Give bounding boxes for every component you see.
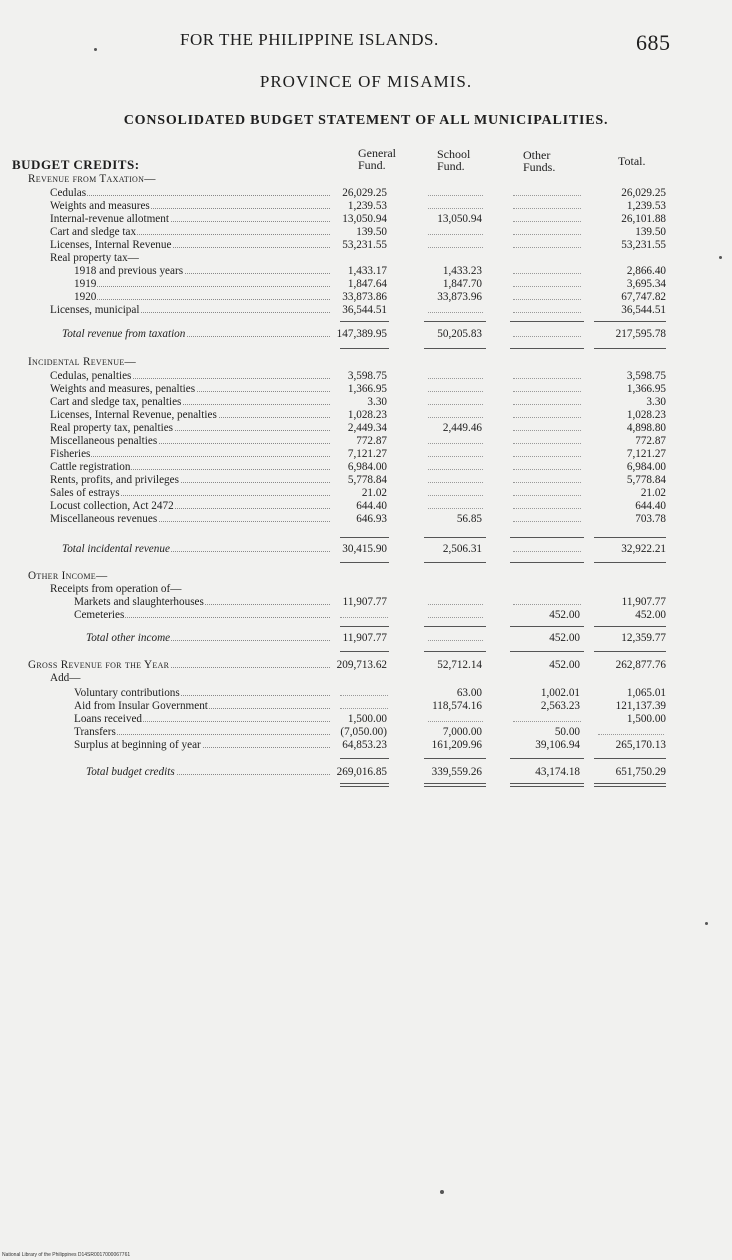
blank-cell bbox=[340, 695, 388, 696]
table-row bbox=[0, 277, 732, 291]
blank-cell bbox=[513, 208, 581, 209]
row-label: 1918 and previous years bbox=[74, 264, 330, 278]
table-row bbox=[0, 671, 732, 685]
school-fund-cell: 2,449.46 bbox=[442, 422, 482, 434]
row-label: Cedulas, penalties bbox=[50, 369, 330, 383]
table-row bbox=[0, 327, 732, 341]
total-cell: 6,984.00 bbox=[626, 461, 666, 473]
row-label: Add— bbox=[50, 672, 81, 684]
blank-cell bbox=[598, 734, 664, 735]
blank-cell bbox=[428, 312, 483, 313]
table-row bbox=[0, 172, 732, 186]
other-funds-cell: 452.00 bbox=[549, 632, 580, 644]
total-cell: 7,121.27 bbox=[626, 448, 666, 460]
general-fund-cell: 3.30 bbox=[367, 396, 387, 408]
table-rule bbox=[340, 783, 389, 784]
blank-cell bbox=[513, 551, 581, 552]
general-fund-cell: 5,778.84 bbox=[347, 474, 387, 486]
row-label: Surplus at beginning of year bbox=[74, 738, 330, 752]
table-rule bbox=[424, 321, 486, 322]
table-rule bbox=[340, 786, 389, 787]
blank-cell bbox=[513, 430, 581, 431]
total-cell: 3.30 bbox=[646, 396, 666, 408]
paper-speck bbox=[705, 922, 708, 925]
table-rule bbox=[594, 786, 666, 787]
table-row bbox=[0, 225, 732, 239]
row-label: Gross Revenue for the Year bbox=[28, 658, 330, 672]
table-row bbox=[0, 303, 732, 317]
total-cell: 26,101.88 bbox=[621, 213, 666, 225]
table-row bbox=[0, 686, 732, 700]
row-label: Fisheries bbox=[50, 447, 330, 461]
table-rule bbox=[510, 562, 584, 563]
table-rule bbox=[594, 321, 666, 322]
blank-cell bbox=[428, 508, 483, 509]
blank-cell bbox=[513, 221, 581, 222]
total-cell: 139.50 bbox=[635, 226, 666, 238]
table-row bbox=[0, 738, 732, 752]
row-label: Transfers bbox=[74, 725, 330, 739]
total-cell: 2,866.40 bbox=[626, 265, 666, 277]
table-rule bbox=[340, 626, 389, 627]
blank-cell bbox=[513, 336, 581, 337]
table-row bbox=[0, 251, 732, 265]
table-rule bbox=[340, 562, 389, 563]
table-rule bbox=[424, 786, 486, 787]
blank-cell bbox=[428, 417, 483, 418]
table-rule bbox=[340, 348, 389, 349]
table-row bbox=[0, 595, 732, 609]
blank-cell bbox=[428, 456, 483, 457]
table-row bbox=[0, 447, 732, 461]
blank-cell bbox=[513, 234, 581, 235]
blank-cell bbox=[513, 286, 581, 287]
column-header-general-fund: General Fund. bbox=[358, 146, 396, 172]
total-cell: 772.87 bbox=[635, 435, 666, 447]
blank-cell bbox=[428, 617, 483, 618]
row-label: 1920 bbox=[74, 290, 330, 304]
scan-footer: National Library of the Philippines D14SR0017000067761 bbox=[2, 1252, 131, 1258]
blank-cell bbox=[513, 721, 581, 722]
blank-cell bbox=[513, 417, 581, 418]
blank-cell bbox=[513, 482, 581, 483]
table-row bbox=[0, 369, 732, 383]
other-funds-cell: 2,563.23 bbox=[540, 700, 580, 712]
table-rule bbox=[594, 651, 666, 652]
general-fund-cell: 1,500.00 bbox=[347, 713, 387, 725]
total-cell: 5,778.84 bbox=[626, 474, 666, 486]
blank-cell bbox=[513, 443, 581, 444]
general-fund-cell: 13,050.94 bbox=[342, 213, 387, 225]
row-label: Real property tax— bbox=[50, 252, 139, 264]
general-fund-cell: 1,239.53 bbox=[347, 200, 387, 212]
table-rule bbox=[510, 626, 584, 627]
general-fund-cell: 646.93 bbox=[356, 513, 387, 525]
table-rule bbox=[594, 783, 666, 784]
table-rule bbox=[594, 537, 666, 538]
row-label: Internal-revenue allotment bbox=[50, 212, 330, 226]
general-fund-cell: 1,433.17 bbox=[347, 265, 387, 277]
school-fund-cell: 2,506.31 bbox=[442, 543, 482, 555]
paper-speck bbox=[94, 48, 97, 51]
table-rule bbox=[424, 651, 486, 652]
table-row bbox=[0, 408, 732, 422]
total-cell: 703.78 bbox=[635, 513, 666, 525]
other-funds-cell: 452.00 bbox=[549, 609, 580, 621]
table-row bbox=[0, 395, 732, 409]
table-row bbox=[0, 725, 732, 739]
page-number: 685 bbox=[636, 30, 671, 55]
row-label: Total other income bbox=[86, 631, 330, 645]
table-rule bbox=[510, 786, 584, 787]
general-fund-cell: 209,713.62 bbox=[336, 659, 387, 671]
blank-cell bbox=[513, 508, 581, 509]
row-label: Revenue from Taxation— bbox=[28, 173, 156, 185]
blank-cell bbox=[340, 708, 388, 709]
blank-cell bbox=[513, 495, 581, 496]
row-label: Weights and measures bbox=[50, 199, 330, 213]
table-rule bbox=[424, 348, 486, 349]
total-cell: 1,028.23 bbox=[626, 409, 666, 421]
total-cell: 1,366.95 bbox=[626, 383, 666, 395]
row-label: Receipts from operation of— bbox=[50, 583, 182, 595]
total-cell: 26,029.25 bbox=[621, 187, 666, 199]
blank-cell bbox=[428, 495, 483, 496]
total-cell: 644.40 bbox=[635, 500, 666, 512]
row-label: Aid from Insular Government bbox=[74, 699, 330, 713]
total-cell: 21.02 bbox=[640, 487, 666, 499]
blank-cell bbox=[428, 195, 483, 196]
blank-cell bbox=[513, 247, 581, 248]
table-row bbox=[0, 608, 732, 622]
table-row bbox=[0, 712, 732, 726]
table-row bbox=[0, 512, 732, 526]
table-row bbox=[0, 355, 732, 369]
blank-cell bbox=[428, 721, 483, 722]
general-fund-cell: 1,366.95 bbox=[347, 383, 387, 395]
blank-cell bbox=[428, 482, 483, 483]
general-fund-cell: 1,028.23 bbox=[347, 409, 387, 421]
blank-cell bbox=[428, 469, 483, 470]
general-fund-cell: 6,984.00 bbox=[347, 461, 387, 473]
total-cell: 651,750.29 bbox=[615, 766, 666, 778]
row-label: Rents, profits, and privileges bbox=[50, 473, 330, 487]
table-rule bbox=[510, 651, 584, 652]
table-rule bbox=[510, 537, 584, 538]
total-cell: 262,877.76 bbox=[615, 659, 666, 671]
general-fund-cell: 139.50 bbox=[356, 226, 387, 238]
table-rule bbox=[594, 348, 666, 349]
school-fund-cell: 1,433.23 bbox=[442, 265, 482, 277]
row-label: 1919 bbox=[74, 277, 330, 291]
table-row bbox=[0, 460, 732, 474]
table-rule bbox=[594, 758, 666, 759]
blank-cell bbox=[428, 604, 483, 605]
row-label: Licenses, municipal bbox=[50, 303, 330, 317]
table-row bbox=[0, 199, 732, 213]
row-label: Cart and sledge tax bbox=[50, 225, 330, 239]
row-label: Voluntary contributions bbox=[74, 686, 330, 700]
table-rule bbox=[340, 537, 389, 538]
table-row bbox=[0, 290, 732, 304]
row-label: Loans received bbox=[74, 712, 330, 726]
general-fund-cell: (7,050.00) bbox=[340, 726, 387, 738]
school-fund-cell: 13,050.94 bbox=[437, 213, 482, 225]
school-fund-cell: 50,205.83 bbox=[437, 328, 482, 340]
school-fund-cell: 339,559.26 bbox=[431, 766, 482, 778]
table-row bbox=[0, 264, 732, 278]
total-cell: 32,922.21 bbox=[621, 543, 666, 555]
other-funds-cell: 39,106.94 bbox=[535, 739, 580, 751]
table-row bbox=[0, 421, 732, 435]
running-title: FOR THE PHILIPPINE ISLANDS. bbox=[180, 30, 439, 49]
table-rule bbox=[340, 651, 389, 652]
total-cell: 265,170.13 bbox=[615, 739, 666, 751]
row-label: Incidental Revenue— bbox=[28, 356, 136, 368]
school-fund-cell: 118,574.16 bbox=[432, 700, 482, 712]
blank-cell bbox=[428, 208, 483, 209]
table-row bbox=[0, 542, 732, 556]
blank-cell bbox=[513, 273, 581, 274]
school-fund-cell: 63.00 bbox=[456, 687, 482, 699]
table-rule bbox=[340, 321, 389, 322]
table-rule bbox=[510, 321, 584, 322]
school-fund-cell: 161,209.96 bbox=[431, 739, 482, 751]
school-fund-cell: 7,000.00 bbox=[442, 726, 482, 738]
row-label: BUDGET CREDITS: bbox=[12, 158, 140, 172]
general-fund-cell: 30,415.90 bbox=[342, 543, 387, 555]
school-fund-cell: 33,873.96 bbox=[437, 291, 482, 303]
blank-cell bbox=[513, 404, 581, 405]
row-label: Weights and measures, penalties bbox=[50, 382, 330, 396]
table-rule bbox=[424, 783, 486, 784]
general-fund-cell: 21.02 bbox=[361, 487, 387, 499]
general-fund-cell: 53,231.55 bbox=[342, 239, 387, 251]
blank-cell bbox=[513, 604, 581, 605]
table-rule bbox=[424, 626, 486, 627]
column-header-school-fund: School Fund. bbox=[437, 147, 471, 173]
total-cell: 217,595.78 bbox=[615, 328, 666, 340]
table-row bbox=[0, 569, 732, 583]
row-label: Markets and slaughterhouses bbox=[74, 595, 330, 609]
total-cell: 1,065.01 bbox=[626, 687, 666, 699]
blank-cell bbox=[428, 247, 483, 248]
total-cell: 1,239.53 bbox=[626, 200, 666, 212]
table-rule bbox=[424, 562, 486, 563]
column-header-other-funds: Other Funds. bbox=[523, 148, 556, 174]
blank-cell bbox=[428, 640, 483, 641]
blank-cell bbox=[513, 312, 581, 313]
row-label: Other Income— bbox=[28, 570, 108, 582]
row-label: Miscellaneous penalties bbox=[50, 434, 330, 448]
table-rule bbox=[340, 758, 389, 759]
blank-cell bbox=[340, 617, 388, 618]
general-fund-cell: 3,598.75 bbox=[347, 370, 387, 382]
table-row bbox=[0, 486, 732, 500]
general-fund-cell: 33,873.86 bbox=[342, 291, 387, 303]
general-fund-cell: 269,016.85 bbox=[336, 766, 387, 778]
general-fund-cell: 64,853.23 bbox=[342, 739, 387, 751]
general-fund-cell: 11,907.77 bbox=[342, 596, 387, 608]
row-label: Cart and sledge tax, penalties bbox=[50, 395, 330, 409]
blank-cell bbox=[513, 391, 581, 392]
blank-cell bbox=[428, 234, 483, 235]
other-funds-cell: 50.00 bbox=[554, 726, 580, 738]
total-cell: 4,898.80 bbox=[626, 422, 666, 434]
blank-cell bbox=[513, 299, 581, 300]
blank-cell bbox=[513, 521, 581, 522]
general-fund-cell: 11,907.77 bbox=[342, 632, 387, 644]
table-row bbox=[0, 473, 732, 487]
row-label: Cattle registration bbox=[50, 460, 330, 474]
table-row bbox=[0, 582, 732, 596]
total-cell: 121,137.39 bbox=[615, 700, 666, 712]
table-row bbox=[0, 186, 732, 200]
school-fund-cell: 1,847.70 bbox=[442, 278, 482, 290]
province-title: PROVINCE OF MISAMIS. bbox=[259, 72, 473, 91]
blank-cell bbox=[513, 456, 581, 457]
row-label: Sales of estrays bbox=[50, 486, 330, 500]
other-funds-cell: 452.00 bbox=[549, 659, 580, 671]
column-header-total: Total. bbox=[618, 154, 646, 168]
row-label: Licenses, Internal Revenue bbox=[50, 238, 330, 252]
row-label: Locust collection, Act 2472 bbox=[50, 499, 330, 513]
general-fund-cell: 644.40 bbox=[356, 500, 387, 512]
row-label: Total revenue from taxation bbox=[62, 327, 330, 341]
paper-speck bbox=[440, 1190, 444, 1194]
table-row bbox=[0, 658, 732, 672]
paper-speck bbox=[719, 256, 722, 259]
table-rule bbox=[510, 348, 584, 349]
table-rule bbox=[510, 758, 584, 759]
row-label: Miscellaneous revenues bbox=[50, 512, 330, 526]
school-fund-cell: 56.85 bbox=[456, 513, 482, 525]
general-fund-cell: 772.87 bbox=[356, 435, 387, 447]
row-label: Total incidental revenue bbox=[62, 542, 330, 556]
table-row bbox=[0, 765, 732, 779]
table-rule bbox=[510, 783, 584, 784]
general-fund-cell: 26,029.25 bbox=[342, 187, 387, 199]
table-row bbox=[0, 631, 732, 645]
table-row bbox=[0, 699, 732, 713]
total-cell: 452.00 bbox=[635, 609, 666, 621]
row-label: Cedulas bbox=[50, 186, 330, 200]
total-cell: 12,359.77 bbox=[621, 632, 666, 644]
total-cell: 67,747.82 bbox=[621, 291, 666, 303]
general-fund-cell: 36,544.51 bbox=[342, 304, 387, 316]
general-fund-cell: 147,389.95 bbox=[336, 328, 387, 340]
table-row bbox=[0, 434, 732, 448]
blank-cell bbox=[428, 378, 483, 379]
table-rule bbox=[594, 626, 666, 627]
total-cell: 53,231.55 bbox=[621, 239, 666, 251]
general-fund-cell: 1,847.64 bbox=[347, 278, 387, 290]
blank-cell bbox=[428, 404, 483, 405]
total-cell: 11,907.77 bbox=[621, 596, 666, 608]
table-row bbox=[0, 499, 732, 513]
general-fund-cell: 7,121.27 bbox=[347, 448, 387, 460]
total-cell: 3,598.75 bbox=[626, 370, 666, 382]
total-cell: 36,544.51 bbox=[621, 304, 666, 316]
table-row bbox=[0, 238, 732, 252]
general-fund-cell: 2,449.34 bbox=[347, 422, 387, 434]
blank-cell bbox=[513, 195, 581, 196]
table-row bbox=[0, 212, 732, 226]
other-funds-cell: 1,002.01 bbox=[540, 687, 580, 699]
blank-cell bbox=[513, 469, 581, 470]
table-row bbox=[0, 382, 732, 396]
blank-cell bbox=[428, 391, 483, 392]
blank-cell bbox=[513, 378, 581, 379]
row-label: Real property tax, penalties bbox=[50, 421, 330, 435]
row-label: Licenses, Internal Revenue, penalties bbox=[50, 408, 330, 422]
statement-title: CONSOLIDATED BUDGET STATEMENT OF ALL MUNICIPALITIES. bbox=[123, 113, 609, 128]
row-label: Cemeteries bbox=[74, 608, 330, 622]
table-rule bbox=[594, 562, 666, 563]
blank-cell bbox=[428, 443, 483, 444]
table-rule bbox=[424, 537, 486, 538]
other-funds-cell: 43,174.18 bbox=[535, 766, 580, 778]
total-cell: 1,500.00 bbox=[626, 713, 666, 725]
table-rule bbox=[424, 758, 486, 759]
row-label: Total budget credits bbox=[86, 765, 330, 779]
school-fund-cell: 52,712.14 bbox=[437, 659, 482, 671]
total-cell: 3,695.34 bbox=[626, 278, 666, 290]
